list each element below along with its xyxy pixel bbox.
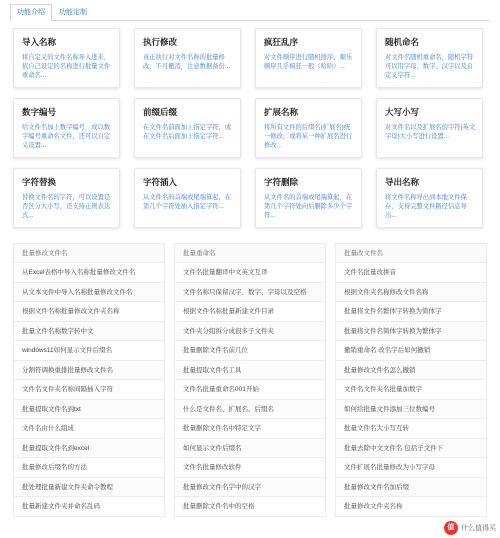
card-desc: 在文件名前面加上指定字符，或在文件名后面加上指定字符... [143, 124, 232, 140]
tab-feature-intro[interactable]: 功能介绍 [10, 4, 52, 21]
card-title: 前缀后缀 [143, 107, 178, 117]
list-item[interactable]: 分割符调换重排批量修改文件名 [13, 360, 165, 381]
list-item[interactable]: 如何给批量文件添加三位数编号 [335, 399, 487, 420]
list-item[interactable]: 文件名文件夹名批量加数字 [335, 379, 487, 400]
list-item[interactable]: 批量提取文件名工具 [174, 360, 326, 381]
card-execute-modify[interactable] [134, 28, 241, 88]
card-desc: 从文件名的首端或尾端算起，在第几个字符处插入指定字符... [143, 194, 232, 210]
list-item[interactable]: 批量删除文件名中的空格 [174, 496, 326, 517]
list-item[interactable]: 批量修改文件名怎么撤销 [335, 360, 487, 381]
card-random-name[interactable] [376, 28, 483, 88]
list-item[interactable]: 批量去除中文文件名 包括子文件下 [335, 438, 487, 459]
card-title: 大写小写 [385, 107, 420, 117]
card-desc: 将自定义的文件名称导入进来，依自己设定的名称进行批量文件重命名... [22, 54, 111, 79]
list-item[interactable]: 文件名批量改拼音 [335, 262, 487, 283]
card-desc: 将文件名称导出到本地文件保存，支持完整文件路径信息导出... [385, 194, 467, 219]
card-title: 扩展名称 [264, 107, 299, 117]
card-number[interactable] [13, 98, 120, 158]
card-delete[interactable] [255, 168, 362, 228]
list-item[interactable]: 批量删除文件名前几位 [174, 340, 326, 361]
card-title: 数字编号 [22, 107, 57, 117]
card-title: 疯狂乱序 [264, 37, 299, 47]
tab-feature-custom[interactable]: 功能定制 [59, 9, 87, 16]
card-prefix-suffix[interactable] [134, 98, 241, 158]
card-desc: 替换文件名的字符，可以设置是否区分大小写，还支持正则表达式... [22, 194, 111, 219]
list-item[interactable]: 文件名批量翻译中文英文互译 [174, 262, 326, 283]
card-title: 导出名称 [385, 177, 420, 187]
list-item[interactable]: 批量将文件名简体字转换为繁体字 [335, 321, 487, 342]
list-item[interactable]: 文件夹分组拆分成很多子文件夹 [174, 321, 326, 342]
list-item[interactable]: 批量文件名大小写互转 [335, 418, 487, 439]
list-header: 批量修改文件名 [13, 243, 165, 263]
card-desc: 真正执行对文件名称的批量修改，不可撤消，注意数据备份... [143, 54, 231, 70]
list-item[interactable]: 从文本文件中导入名称批量修改文件名 [13, 282, 165, 303]
list-item[interactable]: 如何显示文件后缀名 [174, 438, 326, 459]
watermark-text: 什么值得买 [461, 525, 496, 532]
list-batch-change [335, 243, 487, 517]
card-desc: 从文件名的首端或尾端算起，在第几个字符处向后删除多少个字符... [264, 194, 353, 219]
card-title: 字符插入 [143, 177, 178, 187]
list-item[interactable]: 文件名称只保留汉字、数字、字母以及空格 [174, 282, 326, 303]
list-header: 批量改文件名 [335, 243, 487, 263]
card-desc: 对文件顺序进行随机排序，顺乐顺序几乎疯狂一般（哈哈）... [264, 54, 353, 70]
list-item[interactable]: 从Excel表格中导入名称批量修改文件名 [13, 262, 165, 283]
card-export[interactable] [376, 168, 483, 228]
card-desc: 将所有文件的后缀名(扩展名)统一修改，或将某一种扩展名进行修改... [264, 124, 353, 149]
card-title: 执行修改 [143, 37, 178, 47]
list-batch-rename [174, 243, 326, 517]
list-item[interactable]: 批量修改文件名加后缀 [335, 477, 487, 498]
list-item[interactable]: 什么是文件名、扩展名、后缀名 [174, 399, 326, 420]
tab-bar [10, 4, 490, 21]
list-item[interactable]: 批量修改文件夹名称 [335, 496, 487, 517]
card-desc: 给文件名加上数字编号，或以数字编号重命名文件，还可以自定义设置... [22, 124, 111, 149]
list-item[interactable]: 文件名由什么组成 [13, 418, 165, 439]
card-insert[interactable] [134, 168, 241, 228]
smzdm-logo-icon: 值 [444, 521, 458, 535]
list-item[interactable]: 批量提取文件名到txt [13, 399, 165, 420]
watermark [444, 521, 496, 535]
list-item[interactable]: 根据文件名称批量修改文件夹名称 [13, 301, 165, 322]
list-item[interactable]: 撤销重命名 改名字后如何撤销 [335, 340, 487, 361]
list-item[interactable]: 根据文件夹名称修改文件名称 [335, 282, 487, 303]
card-extension[interactable] [255, 98, 362, 158]
list-item[interactable]: 批量将文件名繁体字转换为简体字 [335, 301, 487, 322]
list-item[interactable]: windows11如何显示文件后缀名 [13, 340, 165, 361]
list-item[interactable]: 文件名批量修改软件 [174, 457, 326, 478]
list-item[interactable]: 批量删除文件名中特定文字 [174, 418, 326, 439]
list-item[interactable]: 批处理批量新建文件夹命令教程 [13, 477, 165, 498]
card-title: 导入名称 [22, 37, 57, 47]
card-case[interactable] [376, 98, 483, 158]
card-replace[interactable] [13, 168, 120, 228]
list-item[interactable]: 文件名文件夹名称间隔插入字符 [13, 379, 165, 400]
list-header: 批量重命名 [174, 243, 326, 263]
card-title: 随机命名 [385, 37, 420, 47]
card-import-names[interactable] [13, 28, 120, 88]
card-title: 字符替换 [22, 177, 57, 187]
list-item[interactable]: 文件扩展名批量修改为小写字母 [335, 457, 487, 478]
list-item[interactable]: 文件名批量重命名001开始 [174, 379, 326, 400]
list-item[interactable]: 批量修改后缀名的方法 [13, 457, 165, 478]
card-title: 字符删除 [264, 177, 299, 187]
list-item[interactable]: 批量文件名称数字转中文 [13, 321, 165, 342]
card-desc: 对文件名随机重命名，随机字符可以用字母、数字、汉字以及自定义字符... [385, 54, 474, 79]
list-item[interactable]: 批量修改文件名字中的汉字 [174, 477, 326, 498]
list-item[interactable]: 批量新建文件夹并命名乱码 [13, 496, 165, 517]
list-item[interactable]: 批量提取文件名到excel [13, 438, 165, 459]
card-desc: 对文件名以及扩展名的字符(英文字母)大小写进行设置... [385, 124, 476, 140]
list-item[interactable]: 根据文件名称批量新建文件目录 [174, 301, 326, 322]
card-shuffle[interactable] [255, 28, 362, 88]
list-batch-modify [13, 243, 165, 517]
